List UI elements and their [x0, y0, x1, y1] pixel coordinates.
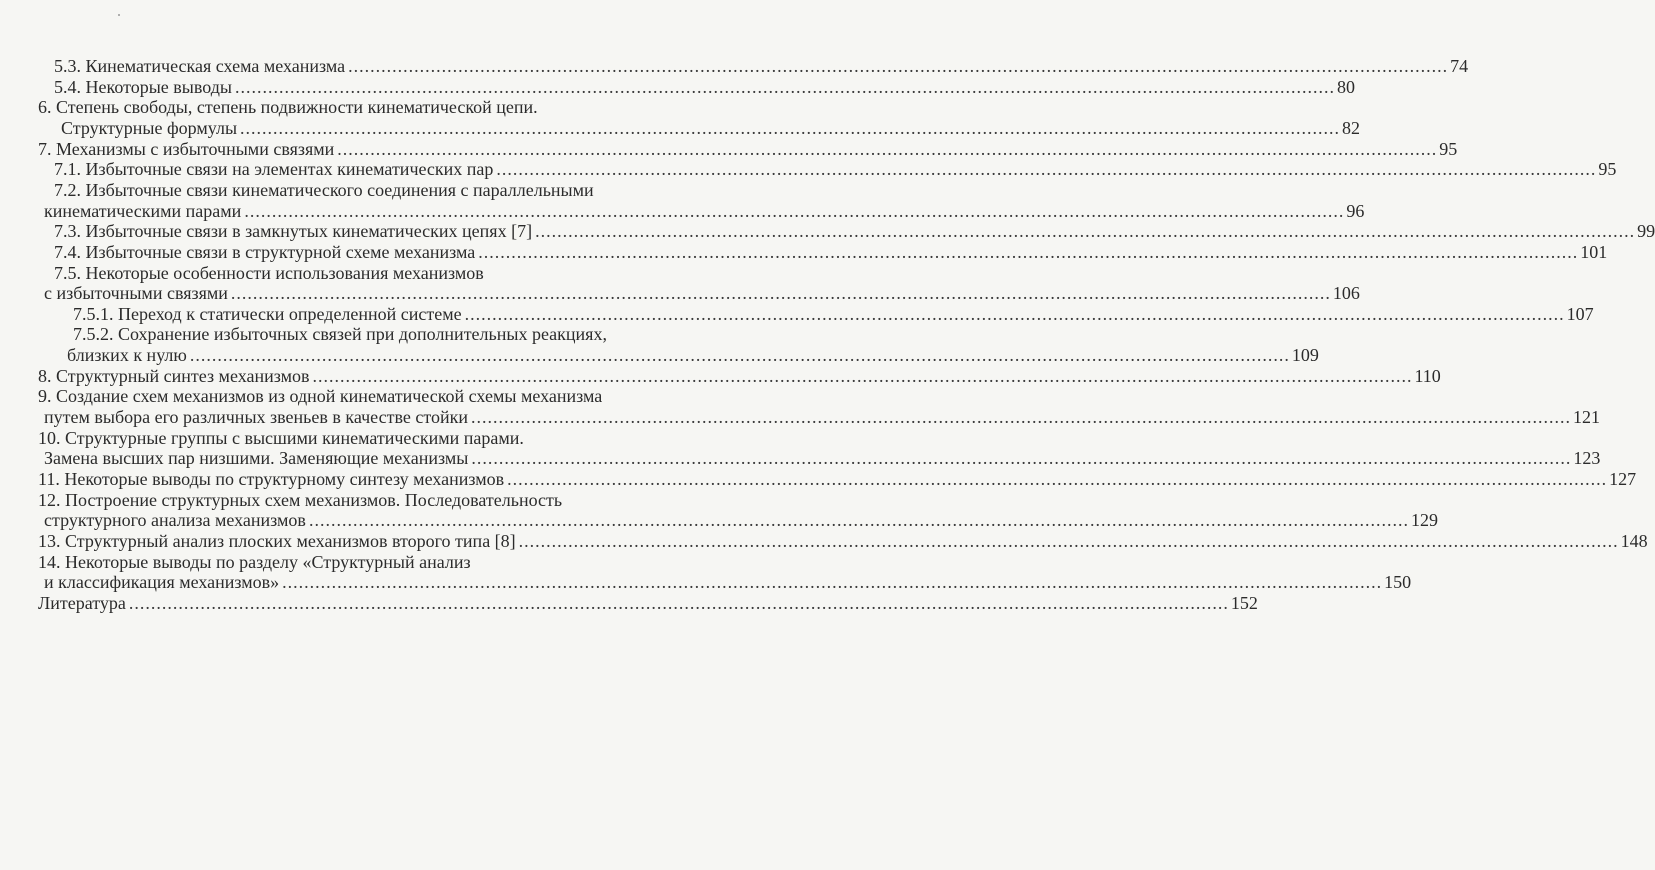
toc-entry-line — [38, 97, 538, 118]
toc-entry-title: 13. Структурный анализ плоских механизмов второго типа [8] — [38, 530, 516, 551]
page-number: 150 — [1384, 572, 1412, 593]
toc-entry-line — [54, 159, 1617, 180]
toc-entry-line — [73, 303, 1594, 325]
toc-entry-line — [38, 490, 562, 511]
toc-entry-line — [38, 386, 602, 407]
toc-entry-title: близких к нулю — [67, 345, 187, 366]
page-number: 121 — [1572, 407, 1600, 428]
toc-entry-title: 14. Некоторые выводы по разделу «Структурный анализ — [38, 551, 471, 572]
toc-entry-line — [38, 592, 1258, 614]
toc-entry-line — [38, 138, 1458, 160]
toc-entry-title: Структурные формулы — [61, 117, 238, 138]
toc-entry-line — [73, 324, 607, 345]
dot-leader: ........................................................................................................................................................................................................ — [337, 138, 1438, 159]
dot-leader: ........................................................................................................................................................................................................ — [348, 56, 1449, 76]
dot-leader: ........................................................................................................................................................................................................ — [128, 592, 1229, 613]
toc-entry-line — [54, 76, 1355, 98]
toc-entry-title: 5.4. Некоторые выводы — [54, 76, 232, 97]
page-number: 129 — [1410, 510, 1438, 531]
dot-leader: ........................................................................................................................................................................................................ — [464, 303, 1565, 324]
dot-leader: ........................................................................................................................................................................................................ — [282, 572, 1383, 593]
toc-entry-title: 7.1. Избыточные связи на элементах кинематических пар — [54, 159, 494, 180]
toc-entry-title: 5.3. Кинематическая схема механизма — [54, 56, 346, 76]
toc-entry-title: 7.5. Некоторые особенности использования механизмов — [54, 262, 484, 283]
toc-entry-title: 7.5.2. Сохранение избыточных связей при дополнительных реакциях, — [73, 324, 607, 345]
scan-speck — [118, 14, 120, 16]
page-number: 95 — [1439, 138, 1458, 159]
toc-entry-line — [54, 221, 1655, 242]
dot-leader: ........................................................................................................................................................................................................ — [312, 365, 1413, 386]
toc-entry-line — [44, 448, 1601, 469]
toc-entry-line — [44, 407, 1600, 428]
toc-entry-line — [38, 530, 1648, 552]
dot-leader: ........................................................................................................................................................................................................ — [244, 200, 1345, 221]
toc-entry-title: 7.4. Избыточные связи в структурной схеме механизма — [54, 241, 476, 262]
page-number: 80 — [1337, 76, 1355, 97]
toc-entry-line — [38, 365, 1441, 387]
toc-entry-line — [44, 200, 1365, 222]
toc-entry-line — [54, 180, 594, 201]
page-number: 109 — [1291, 345, 1319, 366]
page-number: 99 — [1637, 221, 1655, 242]
toc-entry-title: с избыточными связями — [44, 283, 228, 304]
toc-entry-line — [54, 241, 1608, 263]
toc-entry-line — [38, 552, 471, 573]
toc-entry-title: 12. Построение структурных схем механизмов. Последовательность — [38, 489, 563, 510]
toc-entry-title: Замена высших пар низшими. Заменяющие механизмы — [44, 448, 469, 469]
dot-leader: ........................................................................................................................................................................................................ — [471, 448, 1572, 469]
page-number: 127 — [1609, 469, 1637, 489]
toc-entry-line — [67, 345, 1319, 366]
toc-entry-line — [54, 56, 1469, 77]
page-number: 95 — [1598, 159, 1617, 180]
toc-entry-title: 7. Механизмы с избыточными связями — [38, 138, 335, 159]
page-number: 148 — [1620, 530, 1648, 551]
toc-entry-line — [54, 263, 484, 284]
dot-leader: ........................................................................................................................................................................................................ — [235, 76, 1335, 97]
dot-leader: ........................................................................................................................................................................................................ — [535, 221, 1636, 242]
toc-entry-line — [44, 510, 1438, 531]
dot-leader: ........................................................................................................................................................................................................ — [470, 407, 1571, 428]
page-number: 101 — [1580, 241, 1608, 262]
toc-entry-line — [38, 469, 1637, 490]
toc-entry-title: 11. Некоторые выводы по структурному синтезу механизмов — [38, 469, 505, 489]
dot-leader: ........................................................................................................................................................................................................ — [496, 159, 1597, 180]
dot-leader: ........................................................................................................................................................................................................ — [478, 241, 1579, 262]
toc-entry-title: Литература — [38, 592, 126, 613]
toc-entry-line — [61, 117, 1361, 139]
page-number: 123 — [1573, 448, 1601, 469]
toc-entry-line — [44, 283, 1360, 304]
page-number: 96 — [1346, 200, 1365, 221]
dot-leader: ........................................................................................................................................................................................................ — [240, 117, 1341, 138]
toc-entry-title: 8. Структурный синтез механизмов — [38, 365, 310, 386]
page-number: 106 — [1332, 283, 1360, 304]
dot-leader: ........................................................................................................................................................................................................ — [308, 510, 1409, 531]
page-number: 82 — [1342, 117, 1361, 138]
dot-leader: ........................................................................................................................................................................................................ — [230, 283, 1331, 304]
toc-entry-title: и классификация механизмов» — [44, 572, 280, 593]
toc-entry-title: 7.5.1. Переход к статически определенной системе — [73, 303, 462, 324]
dot-leader: ........................................................................................................................................................................................................ — [507, 469, 1608, 489]
toc-entry-line — [38, 428, 524, 449]
toc-entry-title: путем выбора его различных звеньев в качестве стойки — [44, 407, 468, 428]
toc-entry-title: 10. Структурные группы с высшими кинематическими парами. — [38, 427, 524, 448]
page-number: 110 — [1414, 365, 1441, 386]
toc-entry-title: структурного анализа механизмов — [44, 510, 306, 531]
toc-entry-title: 9. Создание схем механизмов из одной кинематической схемы механизма — [38, 386, 603, 407]
toc-entry-title: кинематическими парами — [44, 200, 242, 221]
page-number: 74 — [1450, 56, 1469, 76]
dot-leader: ........................................................................................................................................................................................................ — [518, 530, 1619, 551]
page-number: 152 — [1230, 592, 1258, 613]
toc-entry-line — [44, 572, 1412, 593]
toc-entry-title: 7.2. Избыточные связи кинематического соединения с параллельными — [54, 179, 594, 200]
page-number: 107 — [1566, 303, 1594, 324]
dot-leader: ........................................................................................................................................................................................................ — [189, 345, 1290, 366]
toc-entry-title: 7.3. Избыточные связи в замкнутых кинематических цепях [7] — [54, 221, 533, 242]
toc-entry-title: 6. Степень свободы, степень подвижности кинематической цепи. — [38, 97, 538, 118]
